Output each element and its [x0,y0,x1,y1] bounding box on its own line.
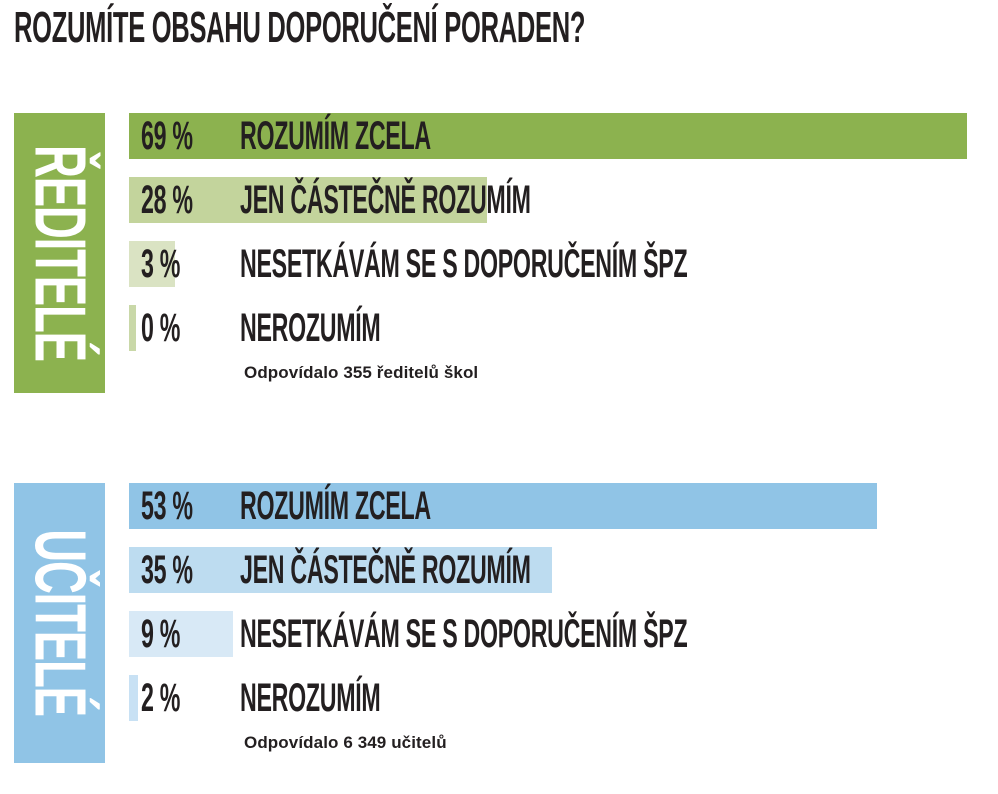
teachers-group [14,483,998,783]
directors-group-label: ŘEDITELÉ [19,145,100,361]
bar-value: 35 % [141,548,193,592]
bar-value: 2 % [141,676,181,720]
bar-row [129,675,989,721]
bar-row [129,611,989,657]
directors-footnote: Odpovídalo 355 ředitelů škol [244,363,479,382]
directors-rows [129,113,989,413]
bar-category-label: ROZUMÍM ZCELA [240,114,431,158]
bar-row [129,241,989,287]
bar-value: 0 % [141,306,181,350]
bar-category-label: JEN ČÁSTEČNĚ ROZUMÍM [240,548,531,592]
bar-value: 53 % [141,484,193,528]
bar-row [129,483,989,529]
bar-fill [129,305,136,351]
teachers-footnote: Odpovídalo 6 349 učitelů [244,733,447,752]
bar-category-label: NESETKÁVÁM SE S DOPORUČENÍM ŠPZ [240,612,688,656]
bar-category-label: NESETKÁVÁM SE S DOPORUČENÍM ŠPZ [240,242,688,286]
teachers-group-label: UČITELÉ [19,529,100,717]
bar-value: 9 % [141,612,181,656]
bar-category-label: NEROZUMÍM [240,306,381,350]
bar-row [129,177,989,223]
teachers-rows [129,483,989,783]
directors-group [14,113,998,413]
chart-title-text: ROZUMÍTE OBSAHU DOPORUČENÍ PORADEN? [14,3,586,52]
bar-value: 3 % [141,242,181,286]
bar-category-label: JEN ČÁSTEČNĚ ROZUMÍM [240,178,531,222]
directors-group-bar [14,113,105,393]
bar-value: 69 % [141,114,193,158]
bar-row [129,547,989,593]
bar-value: 28 % [141,178,193,222]
teachers-group-bar [14,483,105,763]
bar-fill [129,675,138,721]
bar-row [129,305,989,351]
bar-category-label: ROZUMÍM ZCELA [240,484,431,528]
bar-category-label: NEROZUMÍM [240,676,381,720]
bar-row [129,113,989,159]
chart-title [14,4,998,52]
